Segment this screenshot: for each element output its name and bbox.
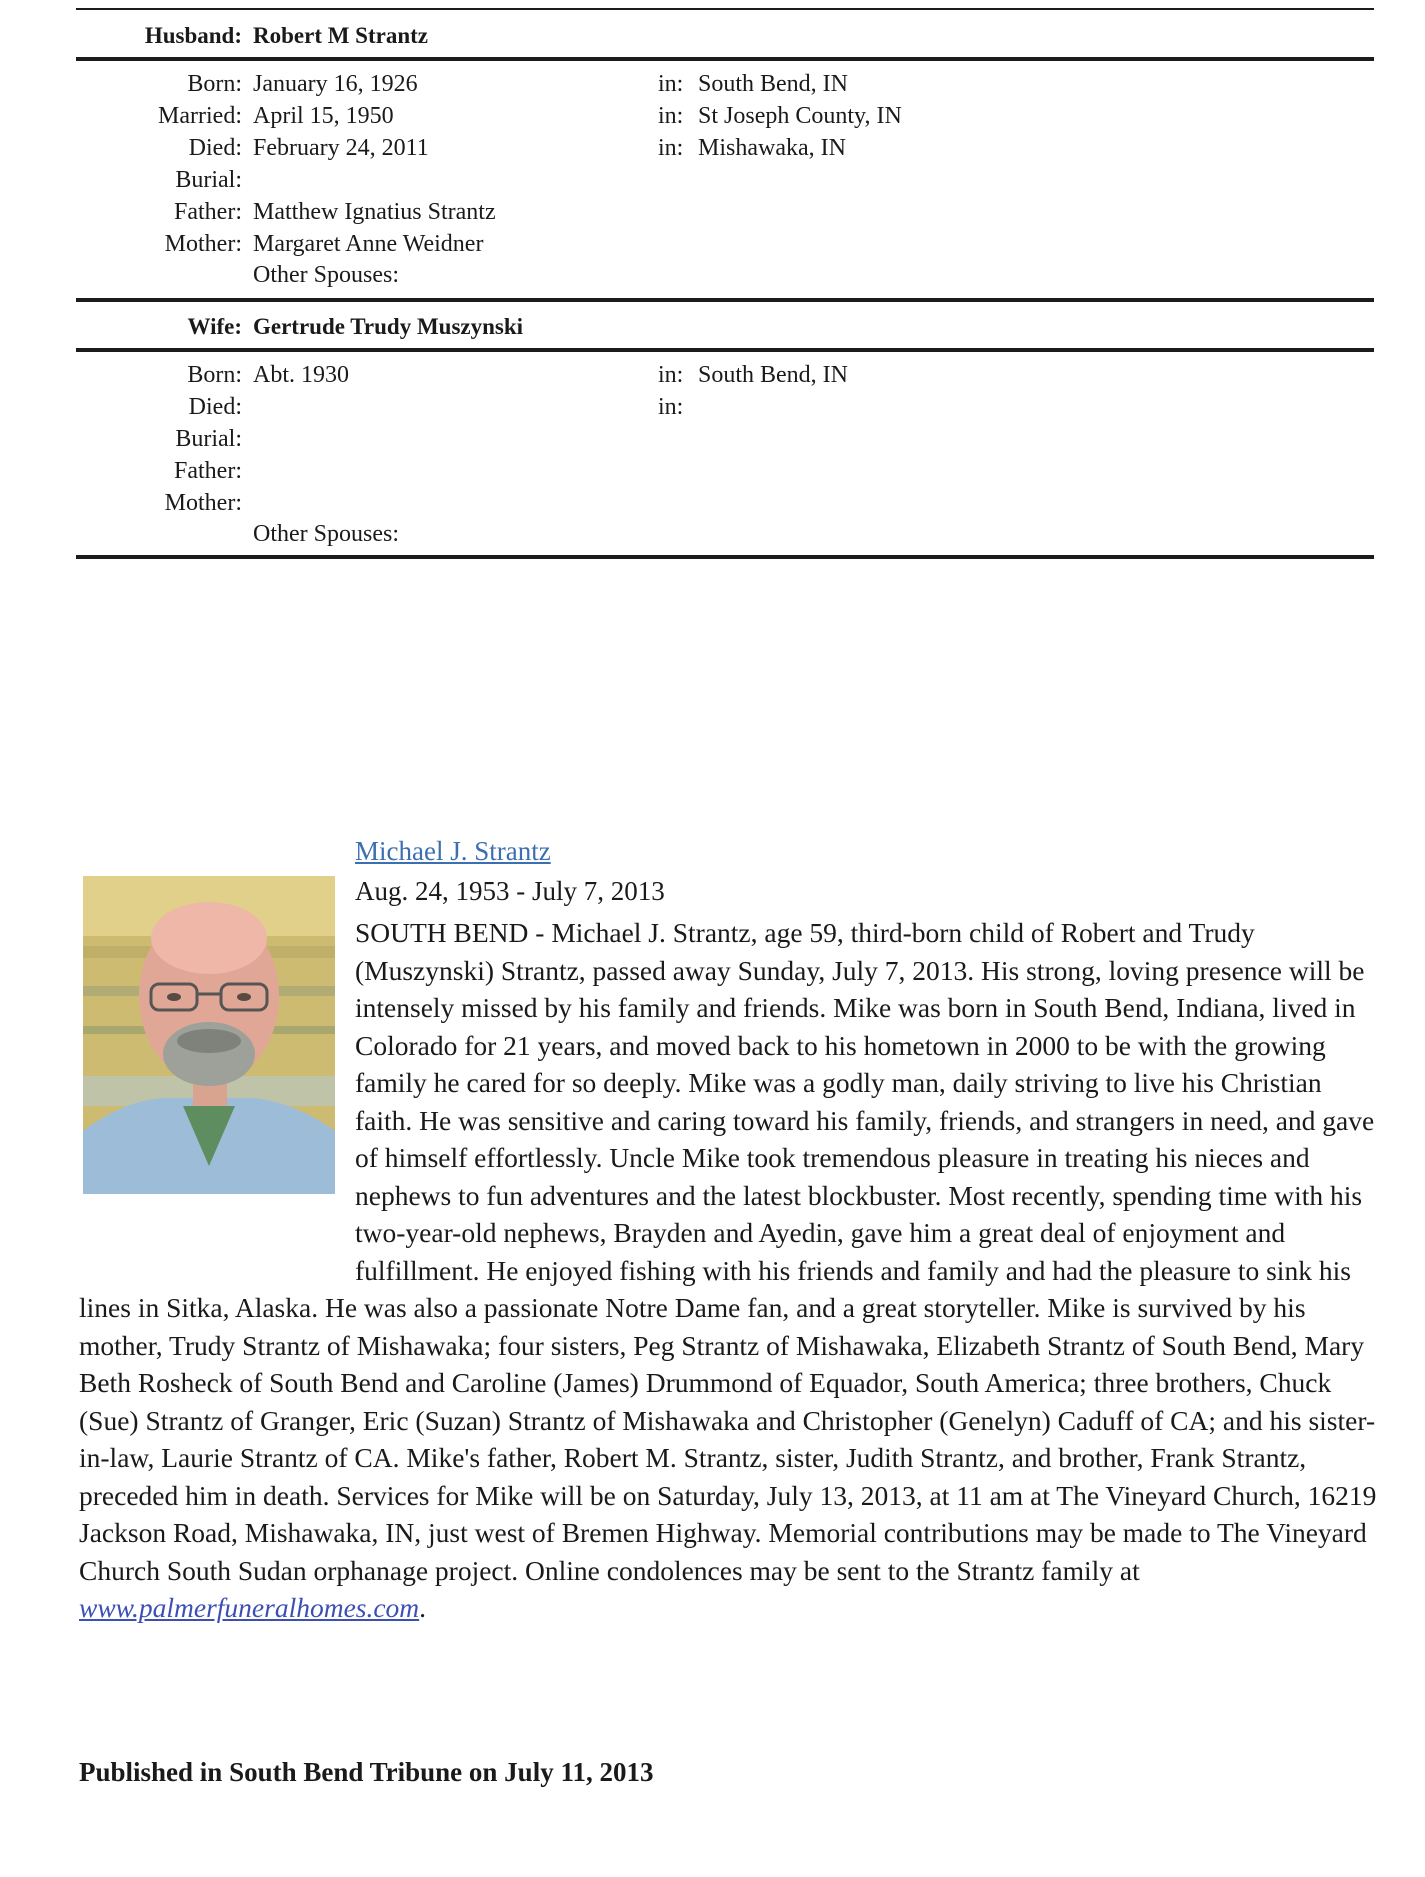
row-in-label: in: (658, 71, 684, 97)
husband-heading-label: Husband: (144, 23, 242, 48)
row-value: April 15, 1950 (253, 103, 394, 129)
wife-heading-label: Wife: (187, 314, 242, 339)
row-value: Abt. 1930 (253, 362, 349, 388)
row-label: Died: (188, 135, 242, 161)
row-value: Other Spouses: (253, 262, 399, 288)
row-value: February 24, 2011 (253, 135, 429, 161)
obituary-body (79, 914, 1379, 1627)
row-in-label: in: (658, 135, 684, 161)
row-label: Father: (174, 458, 242, 484)
row-place: South Bend, IN (698, 71, 848, 97)
wife-name: Gertrude Trudy Muszynski (253, 314, 524, 339)
wife-burial-row (0, 426, 1425, 456)
obituary-text: SOUTH BEND - Michael J. Strantz, age 59, third-born child of Robert and Trudy (Muszynski) Strantz, passed away Sunday, July 7, 2013. His strong, loving presence will be intensely missed by his family and friends. Mike was born in South Bend, Indiana, lived in Colorado for 21 years, and moved back to his hometown in 2000 to be with the growing family he cared for so deeply. Mike was a godly man, daily striving to live his Christian faith. He was sensitive and caring toward his family, friends, and strangers in need, and gave of himself effortlessly. Uncle Mike took tremendous pleasure in treating his nieces and nephews to fun adventures and the latest blockbuster. Most recently, spending time with his two-year-old nephews, Brayden and Ayedin, gave him a great deal of enjoyment and fulfillment. He enjoyed fishing with his friends and family and had the pleasure to sink his lines in Sitka, Alaska. He was also a passionate Notre Dame fan, and a great storyteller. Mike is survived by his mother, Trudy Strantz of Mishawaka; four sisters, Peg Strantz of Mishawaka, Elizabeth Strantz of South Bend, Mary Beth Rosheck of South Bend and Caroline (James) Drummond of Equador, South America; three brothers, Chuck (Sue) Strantz of Granger, Eric (Suzan) Strantz of Mishawaka and Christopher (Genelyn) Caduff of CA; and his sister-in-law, Laurie Strantz of CA. Mike's father, Robert M. Strantz, sister, Judith Strantz, and brother, Frank Strantz, preceded him in death. Services for Mike will be on Saturday, July 13, 2013, at 11 am at The Vineyard Church, 16219 Jackson Road, Mishawaka, IN, just west of Bremen Highway. Memorial contributions may be made to The Vineyard Church South Sudan orphanage project. Online condolences may be sent to the Strantz family at (79, 917, 1377, 1586)
husband-burial-row (0, 167, 1425, 197)
row-value: Other Spouses: (253, 521, 399, 547)
husband-married-row (0, 103, 1425, 133)
wife-rule (76, 348, 1374, 352)
row-label: Born: (187, 71, 242, 97)
row-label: Married: (158, 103, 242, 129)
wife-father-row (0, 458, 1425, 488)
wife-died-row (0, 394, 1425, 424)
row-value: Margaret Anne Weidner (253, 231, 484, 257)
row-label: Born: (187, 362, 242, 388)
row-in-label: in: (658, 103, 684, 129)
obituary-dates: Aug. 24, 1953 - July 7, 2013 (355, 876, 665, 906)
row-value: January 16, 1926 (253, 71, 418, 97)
husband-born-row (0, 71, 1425, 101)
husband-father-row (0, 199, 1425, 229)
wife-bottom-rule (76, 555, 1374, 559)
wife-born-row (0, 362, 1425, 392)
published-credit: Published in South Bend Tribune on July 11, 2013 (79, 1757, 654, 1787)
row-label: Died: (188, 394, 242, 420)
row-in-label: in: (658, 394, 684, 420)
funeral-home-link[interactable]: www.palmerfuneralhomes.com (79, 1592, 420, 1623)
row-place: South Bend, IN (698, 362, 848, 388)
row-place: Mishawaka, IN (698, 135, 846, 161)
wife-other-spouses-row (0, 521, 1425, 551)
row-label: Father: (174, 199, 242, 225)
row-place: St Joseph County, IN (698, 103, 902, 129)
husband-died-row (0, 135, 1425, 165)
row-label: Burial: (175, 167, 242, 193)
husband-rule (76, 57, 1374, 61)
obituary-name-link[interactable]: Michael J. Strantz (355, 836, 551, 866)
husband-name: Robert M Strantz (253, 23, 429, 48)
row-label: Mother: (164, 490, 242, 516)
wife-top-rule (76, 298, 1374, 302)
husband-mother-row (0, 231, 1425, 261)
row-value: Matthew Ignatius Strantz (253, 199, 496, 225)
link-suffix: . (419, 1592, 427, 1623)
wife-mother-row (0, 490, 1425, 520)
row-label: Burial: (175, 426, 242, 452)
top-rule (76, 8, 1374, 10)
photo-spacer (79, 914, 355, 1287)
husband-other-spouses-row (0, 262, 1425, 292)
row-label: Mother: (164, 231, 242, 257)
row-in-label: in: (658, 362, 684, 388)
